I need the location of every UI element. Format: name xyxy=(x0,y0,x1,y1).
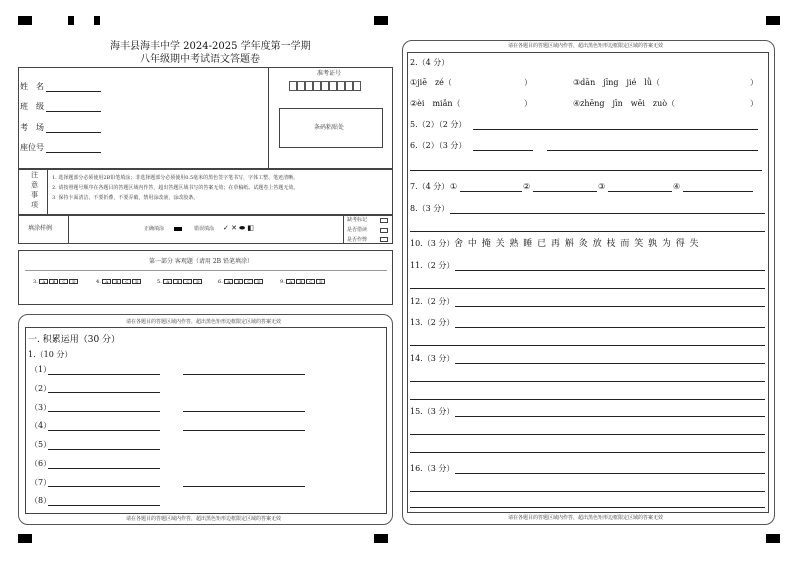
note-item: 1. 选择题部分必须使用2B铅笔填涂；非选择题部分必须使用0.5毫米的黑色签字笔书写，字体工整、笔迹清晰。 xyxy=(52,175,299,181)
notes-label: 事 xyxy=(31,191,38,199)
flag-transfer: 是否借读 xyxy=(347,227,368,233)
q1-item-label: （8） xyxy=(30,496,52,505)
boundary-note: 请在各题目的答题区域内作答，超出黑色矩形边框限定区域的答案无效 xyxy=(508,515,664,521)
room-field[interactable] xyxy=(46,132,101,133)
notes-label: 注 xyxy=(31,171,38,179)
objective-group-6[interactable]: 6. A B C D xyxy=(218,279,264,285)
q8-answer-line[interactable] xyxy=(450,213,765,214)
q8-answer-line[interactable] xyxy=(410,231,765,232)
q14-answer-line[interactable] xyxy=(410,399,765,400)
fill-wrong-label: 错误填涂 xyxy=(194,226,215,232)
q15-answer-line[interactable] xyxy=(410,434,765,435)
name-field[interactable] xyxy=(46,91,101,92)
q12-answer-line[interactable] xyxy=(455,306,765,307)
q1-item-label: （4） xyxy=(30,421,52,430)
notes-label: 项 xyxy=(31,201,38,209)
title-line-2: 八年级期中考试语文答题卷 xyxy=(140,54,260,65)
notes-divider xyxy=(47,169,48,215)
q1-answer-line[interactable] xyxy=(183,411,305,412)
q1-answer-line[interactable] xyxy=(48,430,160,431)
fill-correct-label: 正确填涂 xyxy=(144,226,165,232)
registration-mark xyxy=(68,16,74,25)
q2-item-close: ） xyxy=(524,99,532,108)
field-class-label: 班 级 xyxy=(20,102,44,111)
q7-mark: ③ xyxy=(598,182,606,191)
q2-item-close: ） xyxy=(750,78,758,87)
objective-group-4[interactable]: 4. A B C D xyxy=(96,279,142,285)
flag-cheat: 是否作弊 xyxy=(347,237,368,243)
q1-item-label: （3） xyxy=(30,403,52,412)
q1-answer-line[interactable] xyxy=(48,449,160,450)
q14-answer-line[interactable] xyxy=(455,363,765,364)
q8-label: 8.（3 分） xyxy=(410,204,450,213)
q10-label: 10.（3 分） xyxy=(410,239,455,248)
flag-transfer-box[interactable] xyxy=(380,228,388,233)
registration-mark xyxy=(18,534,32,543)
q14-label: 14.（3 分） xyxy=(410,354,455,363)
objective-title: 第一部分 客观题（请用 2B 铅笔填涂） xyxy=(149,258,253,265)
q1-item-label: （7） xyxy=(30,478,52,487)
q1-answer-line[interactable] xyxy=(48,411,160,412)
flag-absent-box[interactable] xyxy=(380,218,388,223)
field-name-label: 姓 名 xyxy=(20,82,44,91)
q6-label: 6.（2）（3 分） xyxy=(410,141,467,150)
q1-answer-line[interactable] xyxy=(183,374,305,375)
notes-label: 意 xyxy=(31,181,38,189)
q16-answer-line[interactable] xyxy=(410,507,765,508)
q6-answer-line[interactable] xyxy=(547,150,758,151)
registration-mark xyxy=(374,16,388,25)
q1-answer-line[interactable] xyxy=(48,374,160,375)
q5-answer-line[interactable] xyxy=(473,129,758,130)
q1-answer-line[interactable] xyxy=(183,430,305,431)
flag-absent: 缺考标记 xyxy=(347,217,368,223)
q7-answer-line[interactable] xyxy=(533,191,597,192)
fill-correct-sample xyxy=(174,227,182,231)
note-item: 3. 保持卡面清洁，不要折叠，不要弄破，禁用涂改液，涂改胶条。 xyxy=(52,195,199,201)
q2-item: ③dān jīng jié lǜ（ xyxy=(573,78,661,87)
section-title: 一. 积累运用（30 分） xyxy=(28,335,121,345)
registration-mark xyxy=(18,16,32,25)
q1-item-label: （5） xyxy=(30,440,52,449)
q16-answer-line[interactable] xyxy=(410,491,765,492)
title-line-1: 海丰县海丰中学 2024-2025 学年度第一学期 xyxy=(110,41,311,52)
field-seat-label: 座位号 xyxy=(20,143,44,152)
registration-mark xyxy=(766,16,780,25)
q1-item-label: （1） xyxy=(30,365,52,374)
q1-item-label: （2） xyxy=(30,384,52,393)
flag-cheat-box[interactable] xyxy=(380,237,388,242)
q7-mark: ② xyxy=(523,182,531,191)
boundary-note: 请在各题目的答题区域内作答，超出黑色矩形边框限定区域的答案无效 xyxy=(126,516,282,522)
fill-example-divider xyxy=(68,215,69,244)
q5-label: 5.（2）（2 分） xyxy=(410,120,467,129)
q2-item-close: ） xyxy=(524,78,532,87)
q7-label: 7.（4 分） xyxy=(410,182,450,191)
q2-item: ④zhēng jīn wēi zuò（ xyxy=(573,99,676,108)
objective-inner-line xyxy=(25,270,387,271)
info-divider xyxy=(268,67,269,169)
objective-group-5[interactable]: 5. A B C D xyxy=(157,279,203,285)
q7-mark: ① xyxy=(450,182,458,191)
q7-answer-line[interactable] xyxy=(608,191,672,192)
q1-answer-line[interactable] xyxy=(183,486,305,487)
exam-number-label: 准考证号 xyxy=(317,70,342,77)
q7-mark: ④ xyxy=(673,182,681,191)
q11-answer-line[interactable] xyxy=(410,288,765,289)
q12-label: 12.（2 分） xyxy=(410,297,455,306)
boundary-note: 请在各题目的答题区域内作答，超出黑色矩形边框限定区域的答案无效 xyxy=(126,319,282,325)
q1-label: 1.（10 分） xyxy=(28,350,73,359)
seat-field[interactable] xyxy=(46,152,101,153)
q1-answer-line[interactable] xyxy=(48,486,160,487)
q1-item-label: （6） xyxy=(30,459,52,468)
registration-mark xyxy=(374,534,388,543)
q13-label: 13.（2 分） xyxy=(410,318,455,327)
q6-answer-line[interactable] xyxy=(410,170,762,171)
fill-wrong-symbols: ✓ ✕ ⬬ ◧ xyxy=(223,224,254,232)
q7-answer-line[interactable] xyxy=(460,191,522,192)
registration-mark xyxy=(766,534,780,543)
q7-answer-line[interactable] xyxy=(683,191,753,192)
q15-answer-line[interactable] xyxy=(410,452,765,453)
fill-example-label: 填涂样例 xyxy=(28,225,53,232)
q1-answer-line[interactable] xyxy=(48,392,160,393)
q16-label: 16.（3 分） xyxy=(410,464,455,473)
field-room-label: 考 场 xyxy=(20,123,44,132)
q1-answer-line[interactable] xyxy=(48,468,160,469)
q13-answer-line[interactable] xyxy=(410,345,765,346)
note-item: 2. 请按照题号顺序在各题目的答题区域内作答，超出答题区域书写的答案无效；在草稿纸、试题卷上答题无效。 xyxy=(52,185,299,191)
objective-group-9[interactable]: 9. A B C D xyxy=(280,279,326,285)
q16-answer-line[interactable] xyxy=(455,473,765,474)
q11-label: 11.（2 分） xyxy=(410,261,455,270)
q11-answer-line[interactable] xyxy=(455,270,765,271)
q2-item: ①jiē zé（ xyxy=(410,78,452,87)
q1-answer-line[interactable] xyxy=(48,505,160,506)
q15-answer-line[interactable] xyxy=(455,416,765,417)
registration-mark xyxy=(94,16,100,25)
flags-divider xyxy=(343,215,344,244)
q6-answer-line[interactable] xyxy=(473,150,533,151)
q2-item: ②èi miǎn（ xyxy=(410,99,461,108)
q14-answer-line[interactable] xyxy=(410,381,765,382)
barcode-label: 条码粘贴处 xyxy=(314,124,345,131)
q10-characters: 舍 中 掩 关 熟 睡 已 再 斛 灸 放 枝 而 笑 孰 为 得 失 xyxy=(454,239,700,249)
q15-label: 15.（3 分） xyxy=(410,407,455,416)
q2-item-close: ） xyxy=(750,99,758,108)
q2-label: 2.（4 分） xyxy=(410,58,450,67)
objective-group-3[interactable]: 3. A B C D xyxy=(33,279,79,285)
boundary-note: 请在各题目的答题区域内作答，超出黑色矩形边框限定区域的答案无效 xyxy=(508,43,664,49)
q13-answer-line[interactable] xyxy=(455,327,765,328)
exam-number-cells[interactable] xyxy=(289,81,361,91)
class-field[interactable] xyxy=(46,111,101,112)
